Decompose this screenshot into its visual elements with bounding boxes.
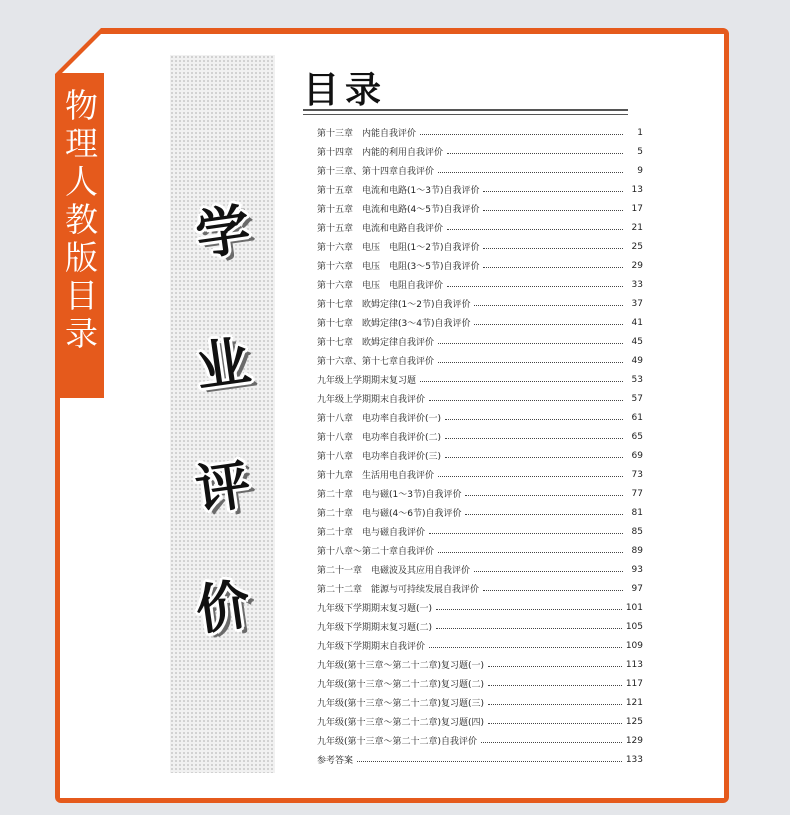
toc-entry[interactable] [317, 370, 643, 389]
toc-entry-page: 49 [631, 355, 643, 366]
toc-entry-label: 第十六章 电压 电阻(1～2节)自我评价 [317, 243, 480, 253]
toc-leader-dots [445, 457, 623, 458]
toc-entry-label: 第二十章 电与磁(4～6节)自我评价 [317, 509, 462, 519]
toc-entry[interactable] [317, 218, 643, 237]
toc-entry[interactable] [317, 408, 643, 427]
toc-leader-dots [488, 666, 622, 667]
toc-entry[interactable] [317, 142, 643, 161]
toc-entry-page: 89 [631, 545, 643, 556]
toc-entry[interactable] [317, 484, 643, 503]
toc-entry-label: 第二十二章 能源与可持续发展自我评价 [317, 585, 480, 595]
toc-entry[interactable] [317, 731, 643, 750]
toc-leader-dots [447, 229, 623, 230]
toc-leader-dots [447, 153, 623, 154]
toc-leader-dots [447, 286, 623, 287]
toc-entry-page: 57 [631, 393, 643, 404]
toc-entry-page: 25 [631, 241, 643, 252]
toc-entry[interactable] [317, 180, 643, 199]
toc-entry[interactable] [317, 161, 643, 180]
toc-leader-dots [429, 533, 623, 534]
toc-leader-dots [474, 305, 623, 306]
toc-entry-page: 53 [631, 374, 643, 385]
toc-entry-label: 九年级上学期期末复习题 [317, 376, 417, 386]
toc-leader-dots [429, 400, 623, 401]
toc-entry-page: 29 [631, 260, 643, 271]
toc-leader-dots [483, 248, 623, 249]
toc-entry[interactable] [317, 313, 643, 332]
toc-entry[interactable] [317, 446, 643, 465]
toc-entry-page: 61 [631, 412, 643, 423]
strip-char: 学 [191, 196, 255, 268]
toc-entry-label: 第十三章、第十四章自我评价 [317, 167, 435, 177]
toc-entry[interactable] [317, 674, 643, 693]
toc-leader-dots [438, 362, 623, 363]
toc-entry-page: 109 [625, 640, 643, 651]
side-tab [59, 73, 104, 398]
toc-entry-page: 105 [625, 621, 643, 632]
toc-leader-dots [488, 723, 622, 724]
toc-leader-dots [438, 552, 623, 553]
toc-entry-label: 九年级上学期期末自我评价 [317, 395, 426, 405]
toc-entry-label: 第十三章 内能自我评价 [317, 129, 417, 139]
toc-entry-label: 九年级(第十三章～第二十二章)复习题(一) [317, 661, 485, 671]
toc-entry[interactable] [317, 256, 643, 275]
toc-entry[interactable] [317, 123, 643, 142]
toc-entry-page: 37 [631, 298, 643, 309]
toc-list [317, 123, 643, 769]
toc-entry[interactable] [317, 351, 643, 370]
toc-leader-dots [420, 134, 623, 135]
toc-leader-dots [436, 628, 622, 629]
toc-entry-label: 九年级下学期期末复习题(二) [317, 623, 433, 633]
toc-entry[interactable] [317, 389, 643, 408]
toc-leader-dots [420, 381, 623, 382]
toc-entry[interactable] [317, 427, 643, 446]
strip-char: 评 [191, 451, 255, 523]
toc-leader-dots [465, 495, 623, 496]
toc-entry[interactable] [317, 199, 643, 218]
toc-entry-page: 121 [625, 697, 643, 708]
strip-char: 价 [191, 571, 255, 643]
toc-entry[interactable] [317, 522, 643, 541]
toc-entry-label: 第二十一章 电磁波及其应用自我评价 [317, 566, 471, 576]
toc-entry[interactable] [317, 560, 643, 579]
toc-entry-page: 101 [625, 602, 643, 613]
toc-leader-dots [483, 267, 623, 268]
toc-entry[interactable] [317, 617, 643, 636]
toc-entry-label: 第十九章 生活用电自我评价 [317, 471, 435, 481]
toc-entry-label: 第十四章 内能的利用自我评价 [317, 148, 444, 158]
toc-entry[interactable] [317, 693, 643, 712]
toc-leader-dots [474, 324, 623, 325]
title-divider [303, 109, 628, 115]
toc-entry-page: 117 [625, 678, 643, 689]
toc-entry[interactable] [317, 294, 643, 313]
toc-entry-label: 第二十章 电与磁(1～3节)自我评价 [317, 490, 462, 500]
side-tab-char: 教 [65, 200, 98, 239]
toc-entry[interactable] [317, 655, 643, 674]
toc-entry-label: 第十五章 电流和电路(1～3节)自我评价 [317, 186, 480, 196]
toc-entry-label: 第十八章 电功率自我评价(三) [317, 452, 442, 462]
toc-entry-page: 33 [631, 279, 643, 290]
toc-entry-label: 第十八章 电功率自我评价(一) [317, 414, 442, 424]
toc-entry-label: 九年级(第十三章～第二十二章)复习题(二) [317, 680, 485, 690]
toc-leader-dots [483, 210, 623, 211]
toc-entry-label: 九年级(第十三章～第二十二章)自我评价 [317, 737, 478, 747]
toc-leader-dots [474, 571, 623, 572]
toc-entry[interactable] [317, 636, 643, 655]
toc-entry-page: 85 [631, 526, 643, 537]
toc-entry-page: 125 [625, 716, 643, 727]
toc-leader-dots [438, 172, 623, 173]
toc-leader-dots [445, 438, 623, 439]
toc-entry-page: 45 [631, 336, 643, 347]
toc-entry-label: 第十八章～第二十章自我评价 [317, 547, 435, 557]
toc-entry-page: 17 [631, 203, 643, 214]
side-tab-char: 版 [65, 238, 98, 277]
toc-entry-page: 65 [631, 431, 643, 442]
toc-entry-label: 参考答案 [317, 756, 354, 766]
toc-leader-dots [438, 343, 623, 344]
toc-entry[interactable] [317, 598, 643, 617]
toc-entry[interactable] [317, 332, 643, 351]
decorative-dot-strip [170, 55, 275, 773]
toc-leader-dots [483, 191, 623, 192]
page-title: 目录 [303, 70, 388, 111]
toc-entry[interactable] [317, 237, 643, 256]
toc-entry-page: 133 [625, 754, 643, 765]
toc-entry[interactable] [317, 712, 643, 731]
toc-entry-label: 第二十章 电与磁自我评价 [317, 528, 426, 538]
toc-entry-page: 21 [631, 222, 643, 233]
toc-entry-label: 第十七章 欧姆定律自我评价 [317, 338, 435, 348]
toc-entry-page: 9 [637, 165, 643, 176]
toc-leader-dots [465, 514, 623, 515]
toc-entry-label: 第十七章 欧姆定律(1～2节)自我评价 [317, 300, 471, 310]
toc-entry-label: 第十六章 电压 电阻自我评价 [317, 281, 444, 291]
toc-entry-label: 第十七章 欧姆定律(3～4节)自我评价 [317, 319, 471, 329]
toc-entry-page: 41 [631, 317, 643, 328]
toc-leader-dots [436, 609, 622, 610]
toc-entry-page: 13 [631, 184, 643, 195]
toc-entry[interactable] [317, 750, 643, 769]
strip-char: 业 [191, 328, 255, 400]
side-tab-char: 目 [65, 276, 98, 315]
toc-leader-dots [438, 476, 623, 477]
toc-entry-page: 81 [631, 507, 643, 518]
toc-entry-page: 129 [625, 735, 643, 746]
toc-entry-label: 第十五章 电流和电路(4～5节)自我评价 [317, 205, 480, 215]
toc-entry-page: 113 [625, 659, 643, 670]
toc-leader-dots [483, 590, 623, 591]
toc-entry[interactable] [317, 541, 643, 560]
toc-entry-page: 77 [631, 488, 643, 499]
toc-entry-label: 第十八章 电功率自我评价(二) [317, 433, 442, 443]
toc-entry-label: 第十六章 电压 电阻(3～5节)自我评价 [317, 262, 480, 272]
toc-leader-dots [429, 647, 622, 648]
side-tab-char: 录 [65, 314, 98, 353]
toc-entry[interactable] [317, 579, 643, 598]
side-tab-char: 理 [65, 124, 98, 163]
toc-entry-label: 九年级(第十三章～第二十二章)复习题(四) [317, 718, 485, 728]
toc-entry-label: 第十五章 电流和电路自我评价 [317, 224, 444, 234]
toc-leader-dots [488, 685, 622, 686]
toc-entry-label: 第十六章、第十七章自我评价 [317, 357, 435, 367]
toc-entry-page: 5 [637, 146, 643, 157]
toc-entry-page: 97 [631, 583, 643, 594]
toc-entry-page: 73 [631, 469, 643, 480]
toc-leader-dots [357, 761, 622, 762]
toc-entry[interactable] [317, 503, 643, 522]
toc-entry[interactable] [317, 465, 643, 484]
toc-entry[interactable] [317, 275, 643, 294]
toc-leader-dots [445, 419, 623, 420]
toc-leader-dots [481, 742, 622, 743]
toc-entry-page: 93 [631, 564, 643, 575]
toc-leader-dots [488, 704, 622, 705]
toc-entry-label: 九年级(第十三章～第二十二章)复习题(三) [317, 699, 485, 709]
toc-entry-label: 九年级下学期期末自我评价 [317, 642, 426, 652]
side-tab-char: 人 [65, 162, 98, 201]
side-tab-char: 物 [65, 86, 98, 125]
toc-entry-label: 九年级下学期期末复习题(一) [317, 604, 433, 614]
toc-entry-page: 69 [631, 450, 643, 461]
toc-entry-page: 1 [637, 127, 643, 138]
